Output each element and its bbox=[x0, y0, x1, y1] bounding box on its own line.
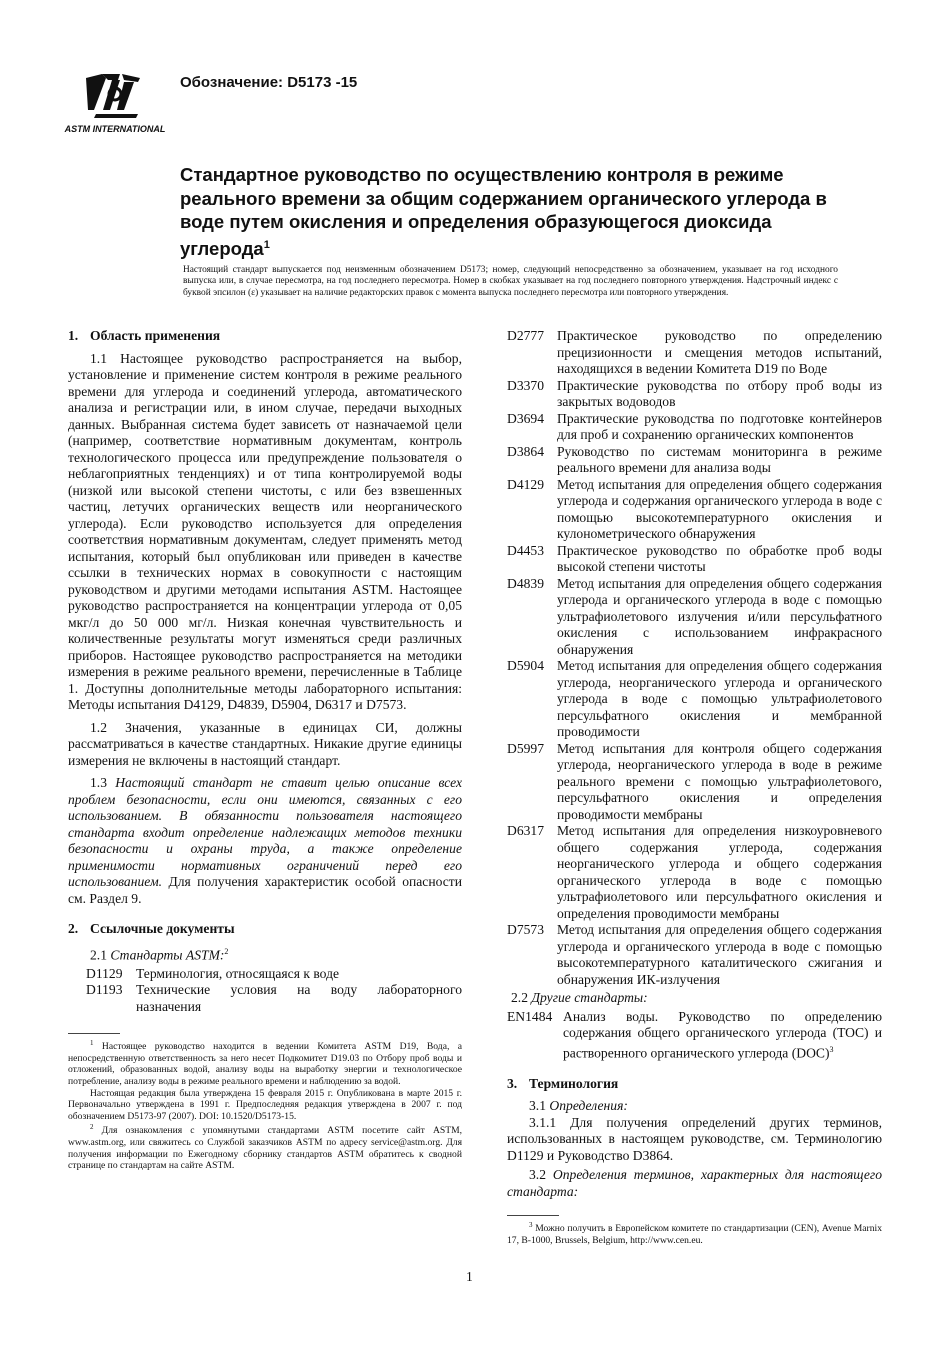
logo-text: ASTM INTERNATIONAL bbox=[64, 124, 166, 134]
reference-item: D5904 Метод испытания для определения общего содержания углерода, неорганического углерода и органического углерода в воде с помощью ультрафиолетового персульфатного окисления и мембранной проводимости bbox=[507, 658, 882, 739]
paragraph-1-1: 1.1 Настоящее руководство распространяется на выбор, установление и применение систем контроля в режиме реального времени для углерода и соединений углерода, автоматического анализа и регистрации или, в ином случае, передачи выходных данных. Выбранная система будет зависеть от назначаемой цели (например, соответствие нормативным документам, контроль технологического процесса или предупреждение пользователя о неблагоприятных тенденциях) и от типа контролируемой воды (низкой или высокой степени чистоты, с или без взвешенных частиц, летучих органических веществ или неорганического углерода). Если руководство используется для определения соответствия нормативным документам, следует применять метод испытания, который был опубликован или приведен в качестве ссылки в технических нормах в совокупности с настоящим руководством и другими методами испытания ASTM. Настоящее руководство распространяется на концентрации углерода от 0,05 мкг/л до 50 000 мг/л. Низкая конечная чувствительность и количественные результаты могут изменяться среди различных приборов. Настоящее руководство распространяется на методики измерения в режиме реального времени, перечисленные в Таблице 1. Доступны дополнительные методы лабораторного испытания: Методы испытания D4129, D4839, D5904, D6317 и D7573. bbox=[68, 350, 462, 712]
section-1-heading: 1. Область применения bbox=[68, 328, 221, 343]
footnotes-right bbox=[507, 1215, 882, 1246]
document-title bbox=[180, 163, 860, 260]
reference-item: D4129 Метод испытания для определения общего содержания углерода и содержания органического углерода в воде с помощью высокотемпературного окисления и кулонометрического обнаружения bbox=[507, 476, 882, 541]
reference-item: D7573 Метод испытания для определения общего содержания углерода и органического углерода в воде с помощью высокотемпературного каталитического сжигания и обнаружения ИК-излучения bbox=[507, 922, 882, 987]
paragraph-3-1-1: 3.1.1 Для получения определений других терминов, использованных в настоящем руководстве, см. Терминологию D1129 и Руководство D3864. bbox=[507, 1114, 882, 1163]
astm-logo bbox=[64, 70, 166, 140]
astm-logo-icon bbox=[64, 70, 166, 140]
footnotes-left bbox=[68, 1038, 462, 1172]
footnote-divider bbox=[507, 1215, 559, 1216]
reference-item: D1193 Технические условия на воду лабораторного назначения bbox=[86, 982, 462, 1014]
subsection-3-1: 3.1 Определения: bbox=[529, 1098, 628, 1114]
reference-item: D3864 Руководство по системам мониторинга в режиме реального времени для анализа воды bbox=[507, 443, 882, 475]
footnote-1-revision: Настоящая редакция была утверждена 15 февраля 2015 г. Опубликована в марте 2015 г. Первоначально утверждена в 1991 г. Предпоследняя редакция утверждена в 2007 г. под обозначением D5173-97 (2007). DOI: 10.1520/D5173-15. bbox=[68, 1087, 462, 1122]
footnote-1: $^1$ Настоящее руководство находится в ведении Комитета ASTM D19, Вода, а непосредственную ответственность за него несет Подкомитет D19.03 по Отбору проб воды и отложений, образованных водой, анализу воды на выработку энергии и технологическое потребление, анализу воды в режиме реального времени и наблюдению за водой. bbox=[68, 1039, 463, 1087]
reference-item: D1129 Терминология, относящаяся к воде bbox=[86, 965, 340, 981]
footnote-divider bbox=[68, 1033, 120, 1034]
reference-item: D6317 Метод испытания для определения низкоуровневого общего содержания углерода, содержания неорганического углерода и общего содержания органического углерода в воде с помощью ультрафиолетового или персульфатного окисления и определения проводимости мембраны bbox=[507, 823, 882, 921]
right-column bbox=[507, 328, 882, 1203]
reference-item: D4453 Практическое руководство по обработке проб воды высокой степени чистоты bbox=[507, 542, 882, 574]
subsection-2-2: 2.2 Другие стандарты: bbox=[511, 990, 648, 1005]
paragraph-1-2: 1.2 Значения, указанные в единицах СИ, должны рассматриваться в качестве стандартных. Никакие другие единицы измерения не включены в настоящий стандарт. bbox=[68, 719, 462, 768]
reference-item: D2777 Практическое руководство по определению прецизионности и смещения методов испытаний, находящихся в ведении Комитета D19 по Воде bbox=[507, 328, 882, 376]
footnote-2: $^2$ Для ознакомления с упомянутыми стандартами ASTM посетите сайт ASTM, www.astm.org, или свяжитесь со Службой заказчиков ASTM по адресу service@astm.org. Для получения информации по Ежегодному сборнику стандартов ASTM обратитесь к сводной странице по стандартам на сайте ASTM. bbox=[68, 1123, 462, 1172]
page-number: 1 bbox=[466, 1269, 473, 1284]
reference-item: D4839 Метод испытания для определения общего содержания углерода и органического углерода в воде с помощью ультрафиолетового излучения и/или персульфатного окисления с использованием инфракрасного обнаружения bbox=[507, 575, 882, 657]
subsection-3-2: 3.2 Определения терминов, характерных для настоящего стандарта: bbox=[507, 1167, 882, 1199]
subsection-2-1: 2.1 Стандарты ASTM:$^2$ bbox=[90, 946, 229, 963]
reference-item: D3370 Практические руководства по отбору проб воды из закрытых водоводов bbox=[507, 377, 882, 409]
section-2-heading: 2. Ссылочные документы bbox=[68, 921, 235, 936]
title-text: Стандартное руководство по осуществлению контроля в режиме реального времени за общим содержанием органического углерода в воде путем окисления и определения образующегося диоксида углерода bbox=[180, 164, 827, 259]
footnote-3: $^3$ Можно получить в Европейском комитете по стандартизации (CEN), Avenue Marnix 17, B-1000, Brussels, Belgium, http://www.cen.eu. bbox=[507, 1221, 882, 1246]
title-footnote-mark: 1 bbox=[263, 238, 270, 251]
reference-item-en1484: EN1484 Анализ воды. Руководство по определению содержания общего органического углерода (TOC) и растворенного органического углерода (DOC)$^3$ bbox=[507, 1008, 882, 1061]
reference-item: D5997 Метод испытания для контроля общего содержания углерода, неорганического углерода в воде в режиме реального времени с помощью ультрафиолетового, персульфатного окисления и определения проводимости мембраны bbox=[507, 740, 882, 822]
reference-item: D3694 Практические руководства по подготовке контейнеров для проб и сохранению органических компонентов bbox=[507, 410, 882, 442]
left-column bbox=[68, 328, 462, 1172]
issuance-note: Настоящий стандарт выпускается под неизменным обозначением D5173; номер, следующий непосредственно за обозначением, указывает на год исходного выпуска или, в случае пересмотра, на год последнего пересмотра. Номер в скобках указывает на год последнего повторного утверждения. Надстрочный индекс с буквой эпсилон (ε) указывает на наличие редакторских правок с момента выпуска последнего пересмотра или повторного утверждения. bbox=[183, 265, 838, 298]
paragraph-1-3: 1.3 Настоящий стандарт не ставит целью описание всех проблем безопасности, если они имеются, связанных с его использованием. В обязанности пользователя настоящего стандарта входит определение надлежащих методов техники безопасности и охраны труда, а также определение применимости нормативных ограничений перед его использованием. Для получения характеристик особой опасности см. Раздел 9. bbox=[68, 775, 462, 906]
section-3-heading: 3. Терминология bbox=[507, 1075, 619, 1091]
designation: Обозначение: D5173 -15 bbox=[180, 74, 358, 91]
astm-refs-left bbox=[68, 966, 462, 1016]
astm-refs-right bbox=[507, 328, 882, 988]
